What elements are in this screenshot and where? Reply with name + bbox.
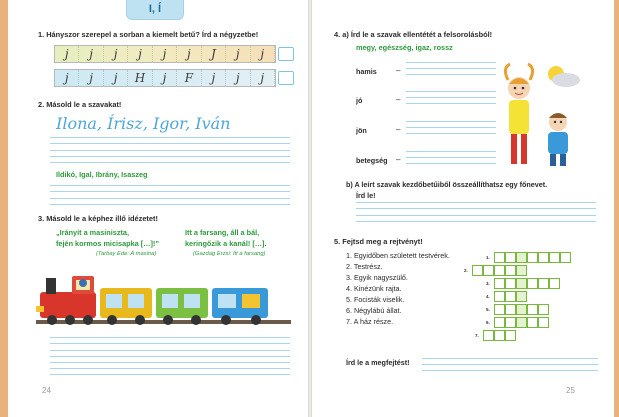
crossword-cell[interactable] [516,291,527,302]
q1-label: 1. Hányszor szerepel a sorban a kiemelt betű? Írd a négyzetbe! [38,30,259,39]
solution-line[interactable] [422,370,598,371]
letter-cell: J [202,46,226,62]
page-number-left: 24 [42,386,51,395]
crossword-number: 3. [486,281,490,286]
quote2-line2: keringőzik a kanál! […]. [185,239,267,248]
dash-3: – [396,125,401,134]
crossword-cell[interactable] [527,317,538,328]
crossword-clue: 1. Egyidőben született testvérek. [346,251,450,260]
crossword-cell[interactable] [505,317,516,328]
word-jo: jó [356,96,363,105]
crossword-number: 7. [475,333,479,338]
answer-box-1[interactable] [278,47,294,61]
quote1-source: (Tarbay Ede: A masina) [96,251,157,257]
letter-cell: j [153,46,177,62]
crossword-cell[interactable] [494,252,505,263]
quote2-line1: Itt a farsang, áll a bál, [185,228,260,237]
crossword-cell[interactable] [494,304,505,315]
crossword-cell[interactable] [527,252,538,263]
crossword-cell[interactable] [494,278,505,289]
quote2-source: (Gazdag Erzsi: Itt a farsang) [193,251,266,257]
page-number-right: 25 [566,386,575,395]
crossword-cell[interactable] [472,265,483,276]
cursive-names: Ilona, Írisz, Igor, Iván [56,114,231,133]
letter-row-1 [54,45,276,63]
crossword-cell[interactable] [505,265,516,276]
solution-line[interactable] [422,364,598,365]
word-betegseg: betegség [356,156,388,165]
answer-line[interactable] [406,157,496,158]
crossword-cell[interactable] [527,278,538,289]
crossword-clue: 5. Focisták viselik. [346,295,405,304]
children-illustration [500,60,584,172]
answer-line[interactable] [406,151,496,152]
word-jon: jön [356,126,367,135]
quote1-line1: „Irányít a masiniszta, [56,228,129,237]
dash-1: – [396,66,401,75]
crossword-cell[interactable] [494,265,505,276]
crossword-cell[interactable] [549,252,560,263]
crossword-cell[interactable] [516,278,527,289]
writing-lines-q2b[interactable] [50,180,290,205]
q4a-label: 4. a) Írd le a szavak ellentétét a felsorolásból! [334,30,493,39]
letter-cell: j [104,70,128,86]
crossword-cell[interactable] [516,317,527,328]
crossword-cell[interactable] [516,252,527,263]
crossword-clues [346,250,450,327]
crossword-cell[interactable] [494,317,505,328]
q3-label: 3. Másold le a képhez illő idézetet! [38,214,158,223]
crossword-clue: 7. A ház része. [346,317,394,326]
letter-cell: j [251,46,275,62]
crossword-cell[interactable] [494,291,505,302]
writing-lines-q2a[interactable] [50,132,290,163]
answer-line[interactable] [406,121,496,122]
answer-line[interactable] [406,163,496,164]
letter-cell: j [177,46,201,62]
crossword-cell[interactable] [494,330,505,341]
crossword-cell[interactable] [527,304,538,315]
writing-lines-q3[interactable] [50,332,290,375]
crossword-number: 6. [486,320,490,325]
left-page [8,0,308,417]
letter-cell: j [79,70,103,86]
crossword-cell[interactable] [538,278,549,289]
q4b-label-2: Írd le! [356,191,376,200]
answer-line[interactable] [406,74,496,75]
crossword-cell[interactable] [483,265,494,276]
quote1-line2: fején kormos micisapka […]!” [56,239,159,248]
letter-cell: j [128,46,152,62]
letter-cell: j [55,70,79,86]
answer-line[interactable] [406,62,496,63]
dash-4: – [396,155,401,164]
crossword-cell[interactable] [505,291,516,302]
train-illustration [36,262,291,330]
q4-options: megy, egészség, igaz, rossz [356,43,453,52]
crossword-cell[interactable] [483,330,494,341]
letter-cell: F [177,70,201,86]
answer-line[interactable] [406,133,496,134]
crossword-grid[interactable] [464,240,582,352]
crossword-cell[interactable] [516,304,527,315]
q4b-label: b) A leírt szavak kezdőbetűiből összeállíthatsz egy főnevet. [346,180,548,189]
crossword-clue: 6. Négylábú állat. [346,306,402,315]
word-hamis: hamis [356,67,377,76]
crossword-cell[interactable] [538,304,549,315]
letter-cell: j [104,46,128,62]
crossword-number: 2. [464,268,468,273]
crossword-cell[interactable] [560,252,571,263]
crossword-cell[interactable] [549,278,560,289]
letter-cell: j [202,70,226,86]
dash-2: – [396,95,401,104]
answer-line[interactable] [406,68,496,69]
letter-cell: j [226,46,250,62]
right-page [312,0,614,417]
answer-line[interactable] [406,97,496,98]
crossword-number: 1. [486,255,490,260]
q5-label: 5. Fejtsd meg a rejtvényt! [334,237,423,246]
lesson-title: I, Í [126,0,184,20]
answer-line[interactable] [406,127,496,128]
crossword-cell[interactable] [516,265,527,276]
crossword-cell[interactable] [505,252,516,263]
crossword-cell[interactable] [505,330,516,341]
solution-line[interactable] [422,358,598,359]
crossword-cell[interactable] [505,304,516,315]
crossword-number: 5. [486,307,490,312]
q2-label: 2. Másold le a szavakat! [38,100,122,109]
answer-box-2[interactable] [278,71,294,85]
crossword-clue: 2. Testrész. [346,262,383,271]
letter-cell: j [79,46,103,62]
crossword-cell[interactable] [538,252,549,263]
crossword-cell[interactable] [505,278,516,289]
names-list: Ildikó, Igal, Ibrány, Isaszeg [56,170,148,179]
writing-lines-q4b[interactable] [356,197,596,222]
crossword-clue: 3. Egyik nagyszülő. [346,273,408,282]
letter-cell: j [55,46,79,62]
answer-line[interactable] [406,103,496,104]
crossword-cell[interactable] [538,317,549,328]
solution-label: Írd le a megfejtést! [346,358,410,367]
letter-cell: j [251,70,275,86]
letter-cell: H [128,70,152,86]
crossword-clue: 4. Kinézünk rajta. [346,284,402,293]
letter-cell: j [226,70,250,86]
crossword-number: 4. [486,294,490,299]
answer-line[interactable] [406,91,496,92]
letter-cell: j [153,70,177,86]
letter-row-2 [54,69,276,87]
